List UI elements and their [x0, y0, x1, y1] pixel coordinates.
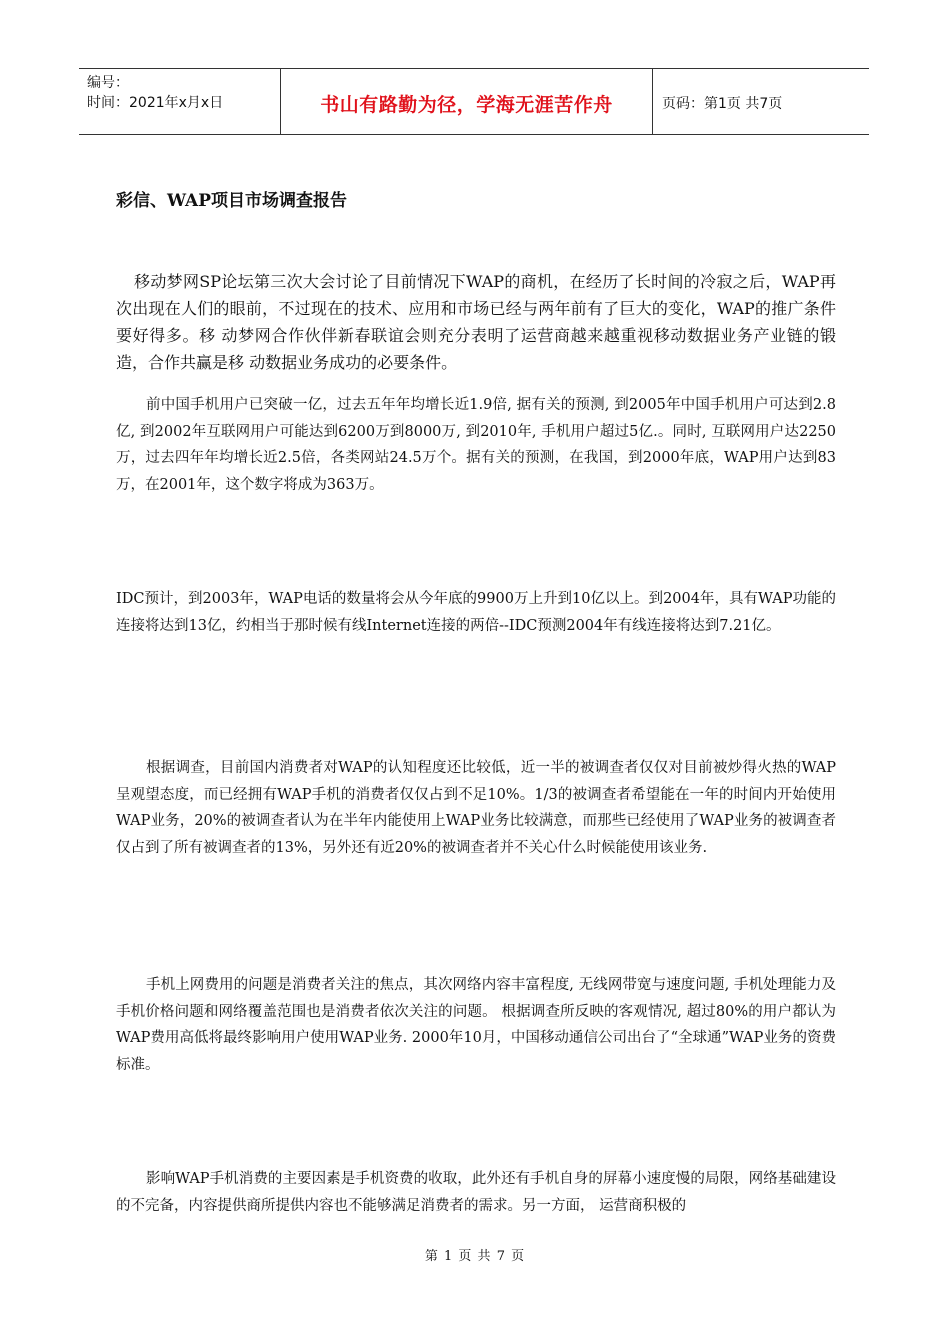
page-header	[79, 68, 869, 135]
header-page-info: 页码：第1页 共7页	[662, 95, 783, 112]
number-label: 编号：	[87, 75, 129, 91]
header-motto: 书山有路勤为径，学海无涯苦作舟	[281, 69, 653, 134]
header-meta	[79, 69, 281, 134]
document-title: 彩信、WAP项目市场调查报告	[116, 191, 347, 211]
page-footer: 第 1 页 共 7 页	[424, 1249, 526, 1264]
paragraph: 根据调查，目前国内消费者对WAP的认知程度还比较低，近一半的被调查者仅仅对目前被炒得火热的WAP呈观望态度，而已经拥有WAP手机的消费者仅仅占到不足10%。1/3的被调查者希望能在一年的时间内开始使用WAP业务，20%的被调查者认为在半年内能使用上WAP业务比较满意，而那些已经使用了WAP业务的被调查者仅占到了所有被调查者的13%，另外还有近20%的被调查者并不关心什么时候能使用该业务.	[116, 760, 836, 856]
paragraph: 前中国手机用户已突破一亿，过去五年年均增长近1.9倍, 据有关的预测, 到2005年中国手机用户可达到2.8亿, 到2002年互联网用户可能达到6200万到8000万, 到2010年, 手机用户超过5亿.。同时, 互联网用户达2250万，过去四年年均增长近2.5倍，各类网站24.5万个。据有关的预测，在我国，到2000年底，WAP用户达到83万，在2001年，这个数字将成为363万。	[116, 397, 836, 493]
time-label: 时间：2021年x月x日	[87, 95, 224, 111]
paragraph: 手机上网费用的问题是消费者关注的焦点，其次网络内容丰富程度, 无线网带宽与速度问题, 手机处理能力及手机价格问题和网络覆盖范围也是消费者依次关注的问题。 根据调查所反映的客观情况, 超过80%的用户都认为WAP费用高低将最终影响用户使用WAP业务. 2000年10月，中国移动通信公司出台了“全球通”WAP业务的资费标准。	[116, 977, 836, 1073]
paragraph: IDC预计，到2003年，WAP电话的数量将会从今年底的9900万上升到10亿以上。到2004年，具有WAP功能的连接将达到13亿，约相当于那时候有线Internet连接的两倍--IDC预测2004年有线连接将达到7.21亿。	[116, 591, 836, 634]
paragraph: 移动梦网SP论坛第三次大会讨论了目前情况下WAP的商机，在经历了长时间的冷寂之后，WAP再次出现在人们的眼前，不过现在的技术、应用和市场已经与两年前有了巨大的变化，WAP的推广条件要好得多。移 动梦网合作伙伴新春联谊会则充分表明了运营商越来越重视移动数据业务产业链的锻造，合作共赢是移 动数据业务成功的必要条件。	[116, 272, 836, 372]
paragraph: 影响WAP手机消费的主要因素是手机资费的收取，此外还有手机自身的屏幕小速度慢的局限，网络基础建设的不完备，内容提供商所提供内容也不能够满足消费者的需求。另一方面， 运营商积极的	[116, 1171, 836, 1214]
